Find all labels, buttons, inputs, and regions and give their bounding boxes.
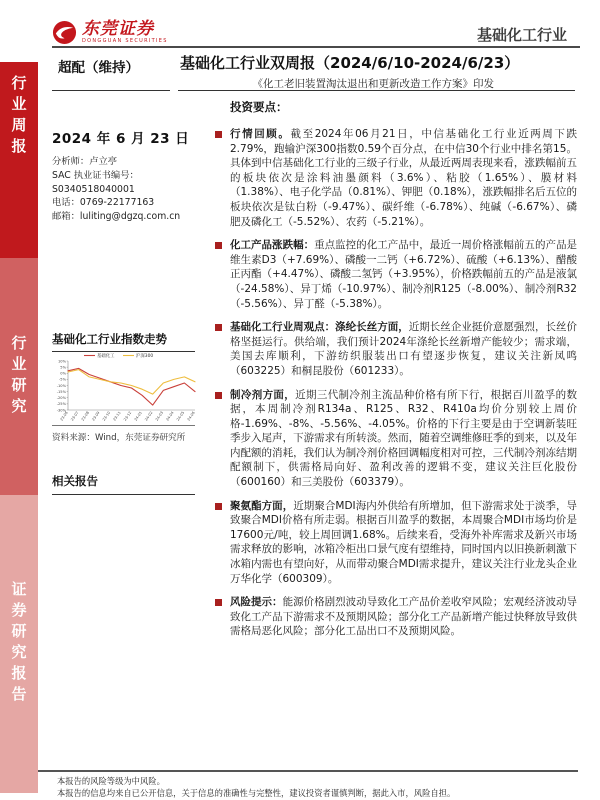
svg-text:23-12: 23-12: [123, 410, 133, 422]
analyst-info-line: SAC 执业证书编号：: [52, 169, 139, 181]
bullet-body: 近期三代制冷剂主流品种价格有所下行，根据百川盈孚的数据，本周制冷剂R134a、R125、R32、R410a均价分别较上周价格-1.69%、-8%、-5.56%、-4.05%。价格的下行主要是由于空调新装旺季步入尾声，下游需求有所转淡。然而，随着空调维修旺季的到来，以及年内配额的消耗，我们认为制冷剂价格回调幅度相对可控，三代制冷剂冻结期配额制下，供需格局向好、盈利改善的逻辑不变，建议关注巨化股份（600160）和三美股份（603379）。: [230, 388, 578, 489]
svg-text:24-05: 24-05: [175, 410, 186, 422]
svg-text:24-01: 24-01: [133, 410, 143, 422]
svg-text:24-02: 24-02: [144, 410, 154, 422]
sidebar-tab-label: 行业周报: [9, 75, 28, 159]
bullet-paragraph: [230, 388, 577, 490]
sidebar-tab-securities-research-report: [0, 495, 38, 793]
bullet-paragraph: [230, 238, 577, 311]
bullet-lead: 风险提示：: [230, 596, 283, 609]
main-content: [215, 99, 577, 648]
brand-subtitle: DONGGUAN SECURITIES: [82, 38, 168, 44]
brand-logo: [52, 20, 168, 45]
svg-text:-30%: -30%: [56, 408, 66, 413]
sidebar-tab-industry-weekly: [0, 62, 38, 258]
svg-text:24-03: 24-03: [154, 410, 165, 422]
trend-line-chart: [50, 351, 200, 427]
report-subtitle: 《化工老旧装置淘汰退出和更新改造工作方案》印发: [252, 78, 494, 90]
bullet-square-icon: [215, 599, 222, 606]
bullet-list: [215, 127, 577, 639]
bullet-body: 重点监控的化工产品中，最近一周价格涨幅前五的产品是维生素D3（+7.69%）、磷酸一二钙（+6.72%）、硫酸（+6.13%）、醋酸正丙酯（+4.47%）、磷酸二氢钙（+3.95%），价格跌幅前五的产品是液氯（-24.58%）、异丁烯（-10.97%）、制冷剂R125（-8.00%）、制冷剂R32（-5.56%）、异丁醛（-5.38%）。: [230, 239, 577, 310]
chart-title: 基础化工行业指数走势: [52, 331, 195, 352]
analyst-info: [52, 155, 180, 224]
svg-text:23-07: 23-07: [70, 410, 80, 422]
bullet-body: 近期聚合MDI海内外供给有所增加，但下游需求处于淡季，导致聚合MDI价格有所走弱。根据百川盈孚的数据，本周聚合MDI市场均价是17600元/吨，较上周回调1.68%。后续来看，受海外补库需求及新兴市场需求释放的影响，冰箱冷柜出口景气度有望维持，同时国内以旧换新刺激下冰箱内需也有望向好，从而带动聚合MDI需求提升，建议关注行业龙头企业万华化学（600309）。: [230, 499, 577, 585]
footer-disclaimer-line: 本报告的风险等级为中风险。: [57, 776, 165, 786]
sidebar-tab-industry-research: [0, 258, 38, 495]
footer-disclaimer: [57, 776, 455, 799]
svg-text:24-04: 24-04: [165, 410, 175, 422]
svg-text:10%: 10%: [58, 359, 66, 364]
svg-text:-20%: -20%: [56, 396, 66, 401]
svg-text:23-08: 23-08: [80, 410, 90, 422]
bullet-item: [215, 499, 577, 587]
svg-text:23-09: 23-09: [91, 410, 101, 422]
bullet-square-icon: [215, 392, 222, 399]
key-points-heading: 投资要点：: [230, 100, 288, 114]
bullet-item: [215, 238, 577, 311]
report-title: 基础化工行业双周报（2024/6/10-2024/6/23）: [180, 54, 520, 72]
bullet-paragraph: [230, 595, 577, 639]
header-divider: [52, 46, 580, 48]
svg-text:5%: 5%: [60, 365, 66, 370]
bullet-lead: 行情回顾。: [230, 128, 291, 140]
bullet-item: [215, 320, 577, 378]
bullet-lead: 聚氨酯方面，: [230, 499, 294, 512]
svg-text:-10%: -10%: [56, 383, 66, 388]
analyst-info-line: 分析师：卢立亭: [52, 156, 118, 167]
bullet-body: 能源价格剧烈波动导致化工产品价差收窄风险；宏观经济波动导致化工产品下游需求不及预期风险；部分化工产品新增产能过快释放导致供需格局恶化风险；部分化工品出口不及预期风险。: [230, 596, 577, 638]
footer-divider: [38, 770, 578, 772]
svg-text:23-11: 23-11: [112, 410, 122, 422]
svg-text:-5%: -5%: [59, 377, 66, 382]
svg-text:-15%: -15%: [56, 389, 66, 394]
bullet-square-icon: [215, 242, 222, 249]
sidebar-tab-label: 证券研究报告: [9, 581, 28, 707]
bullet-paragraph: [230, 127, 577, 229]
analyst-info-line: S0340518040001: [52, 183, 135, 195]
bullet-lead: 制冷剂方面，: [230, 388, 296, 401]
related-reports-heading: 相关报告: [52, 473, 195, 495]
bullet-lead: 基础化工行业周观点：涤纶长丝方面，: [230, 321, 409, 334]
svg-text:0%: 0%: [60, 371, 66, 376]
bullet-item: [215, 595, 577, 639]
rating-badge: 超配（维持）: [58, 60, 139, 76]
brand-name: 东莞证券: [82, 19, 154, 39]
bullet-body: 截至2024年06月21日，中信基础化工行业近两周下跌2.79%，跑输沪深300指数0.59个百分点，在中信30个行业中排名第15。具体到中信基础化工行业的三级子行业，从最近两周表现来看，涨跌幅前五的板块依次是涂料油墨颜料（3.6%）、粘胶（1.65%）、膜材料（1.38%）、电子化学品（0.81%）、钾肥（0.18%），涨跌幅排名后五位的板块依次是钛白粉（-9.47%）、碳纤维（-6.78%）、纯碱（-6.67%）、磷肥及磷化工（-5.52%）、农药（-5.21%）。: [230, 128, 577, 228]
svg-text:23-06: 23-06: [59, 410, 69, 422]
bullet-paragraph: [230, 499, 577, 587]
analyst-info-line: 电话：0769-22177163: [52, 197, 155, 209]
bullet-paragraph: [230, 320, 577, 378]
chart-source-note: 资料来源：Wind，东莞证券研究所: [52, 425, 195, 443]
svg-text:沪深300: 沪深300: [136, 354, 154, 359]
svg-text:-25%: -25%: [56, 402, 66, 407]
svg-text:23-10: 23-10: [101, 410, 112, 422]
footer-disclaimer-line: 本报告的信息均来自已公开信息，关于信息的准确性与完整性，建议投资者谨慎判断，据此入市，风险自担。: [57, 787, 456, 798]
bullet-square-icon: [215, 324, 222, 331]
bullet-item: [215, 388, 577, 490]
bullet-square-icon: [215, 503, 222, 510]
title-underline: [178, 90, 575, 91]
report-date: 2024 年 6 月 23 日: [52, 131, 190, 147]
bullet-item: [215, 127, 577, 229]
brand-text: [82, 21, 168, 44]
svg-text:24-06: 24-06: [186, 410, 196, 422]
rating-underline: [52, 90, 170, 91]
svg-text:基础化工: 基础化工: [97, 354, 115, 359]
bullet-lead: 化工产品涨跌幅：: [230, 239, 315, 252]
index-trend-chart: [50, 351, 200, 427]
sidebar-tab-label: 行业研究: [9, 334, 28, 419]
analyst-info-line: 邮箱：luliting@dgzq.com.cn: [52, 211, 181, 223]
industry-tag: 基础化工行业: [476, 26, 567, 44]
brand-swirl-icon: [52, 20, 77, 45]
bullet-square-icon: [215, 131, 222, 138]
bullet-body: 近期长丝企业挺价意愿强烈，长丝价格坚挺运行。供给端，我们预计2024年涤纶长丝新增产能较少；需求端，美国去库顺利，下游纺织服装出口有望逐步恢复，建议关注新凤鸣（603225）和桐昆股份（601233）。: [230, 321, 577, 377]
